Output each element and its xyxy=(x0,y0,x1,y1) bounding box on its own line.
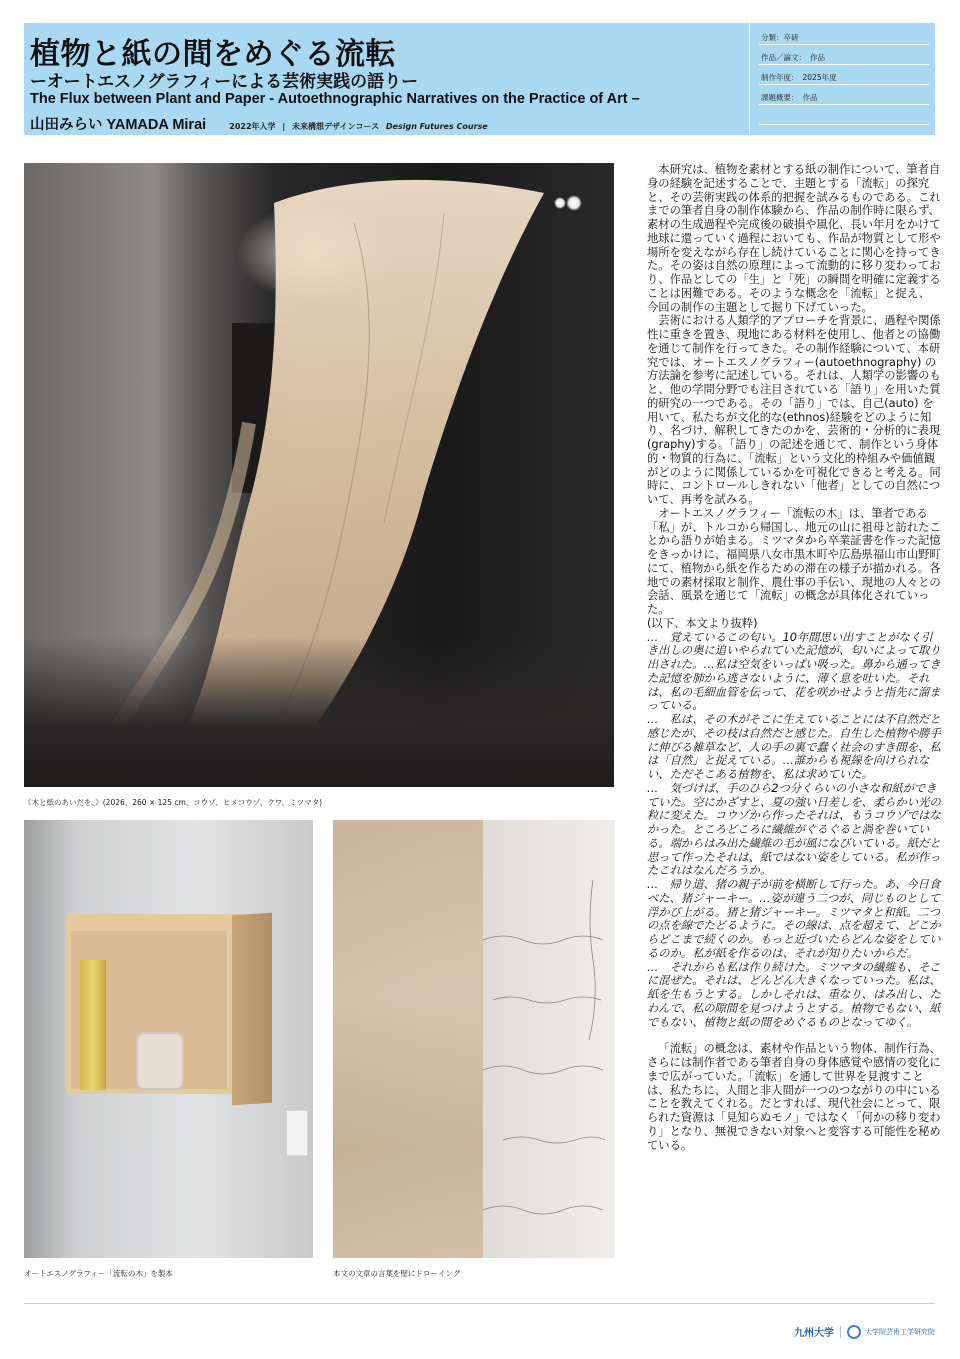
meta-summary xyxy=(759,85,929,105)
spotlight-icon xyxy=(554,197,566,209)
page-subtitle: ーオートエスノグラフィーによる芸術実践の語りー xyxy=(30,72,419,92)
excerpt-quote-5: … それからも私は作り続けた。ミツマタの繊維も、そこに混ぜた。それは、どんどん大きくなっていった。私は、紙を生もうとする。しかしそれは、重なり、はみ出し、たわんで、私の隙間を見つけようとする。植物でもない、紙でもない、植物と紙の間をめぐるものとなってゆく。 xyxy=(647,960,941,1029)
graduate-school-name: 大学院芸術工学研究院 xyxy=(865,1327,935,1336)
university-emblem-icon xyxy=(847,1325,861,1339)
spotlight-icon xyxy=(566,195,582,211)
meta-summary-label: 課題概要： xyxy=(761,93,799,102)
meta-year-value: 2025年度 xyxy=(802,73,837,82)
page-title: 植物と紙の間をめぐる流転 xyxy=(30,37,396,72)
footer-rule xyxy=(24,1303,935,1304)
author-name: 山田みらい YAMADA Mirai xyxy=(30,117,207,133)
meta-format-value: 作品 xyxy=(810,53,825,62)
header-band xyxy=(24,23,935,135)
enrollment-year: 2022年入学 xyxy=(229,122,276,131)
meta-year-label: 制作年度： xyxy=(761,73,799,82)
body-paragraph-2: 芸術における人類学的アプローチを背景に、過程や関係性に重きを置き、現地にある材料を使用し、他者との協働を通じて制作を行ってきた。その制作経験について、本研究では、オートエスノグラフィー(autoethnography) の方法論を参考に記述している。それは、人類学の影響のもと、他の学問分野でも注目されている「語り」を用いた質的研究の一つである。その「語り」では、自己(auto) を用いて、私たちが文化的な(ethnos)経験をどのように知り、名づけ、解釈してきたのかを、芸術的・分析的に表現(graphy)する。「語り」の記述を通じて、制作という身体的・物質的行為に、「流転」という文化的枠組みや価値観がどのように関係しているかを可視化できると考える。同時に、コントロールしきれない「他者」としての自然について、再考を試みる。 xyxy=(647,314,941,506)
caption-main: 《木と紙のあいだを、》(2026、260 × 125 cm、コウゾ、ヒメコウゾ、クワ、ミツマタ) xyxy=(24,798,323,807)
excerpt-quote-2: … 私は、その木がそこに生えていることには不自然だと感じたが、その枝は自然だと感じた。自生した植物や勝手に伸びる雑草など、人の手の裏で蠢く社会のすき間を、私は「自然」と捉えている。…誰からも視線を向けられない、ただそこある植物を、私は求めていた。 xyxy=(647,713,941,781)
caption-right: 本文の文章の言葉を壁にドローイング xyxy=(333,1269,461,1278)
header-divider xyxy=(749,23,750,135)
meta-blank xyxy=(759,105,929,125)
bookbox-photo xyxy=(24,820,313,1258)
meta-year xyxy=(759,65,929,85)
course-name: 未来構想デザインコース xyxy=(292,122,380,131)
footer-separator xyxy=(840,1326,841,1338)
box-side xyxy=(232,913,272,1106)
wall-drawing-photo xyxy=(333,820,615,1258)
excerpt-quote-3: … 気づけば、手のひら2つ分くらいの小さな和紙ができていた。空にかざすと、夏の強い日差しを、柔らかい光の粒に変えた。コウゾから作ったそれは、もうコウゾではなかった。ところどころに繊維がぐるぐると渦を巻いている。端からはみ出た繊維の毛が風になびいている。紙だと思って作ったそれは、紙ではない姿をしている。私が作ったこれはなんだろうか。 xyxy=(647,781,941,878)
wall-plaque xyxy=(286,1110,308,1156)
bound-books xyxy=(80,960,106,1090)
caption-left: オートエスノグラフィー「流転の木」を製本 xyxy=(24,1269,173,1278)
excerpt-quote-1: … 覚えているこの匂い。10年間思い出すことがなく引き出しの奥に追いやられていた記憶が、匂いによって取り出された。…私は空気をいっぱい吸った。鼻から通ってきた記憶を肺から逃さないように、薄く息を吐いた。それは、私の毛細血管を伝って、花を咲かせようと指先に溜まっている。 xyxy=(647,630,941,713)
glass-jar xyxy=(136,1032,184,1090)
author-meta xyxy=(229,122,487,131)
meta-category-value: 卒研 xyxy=(783,33,799,42)
university-name: 九州大学 xyxy=(794,1328,834,1339)
meta-format-label: 作品／論文： xyxy=(761,53,806,62)
english-title: The Flux between Plant and Paper - Autoethnographic Narratives on the Practice of Art – xyxy=(30,91,640,107)
body-text xyxy=(647,163,952,1152)
body-paragraph-1: 本研究は、植物を素材とする紙の制作について、筆者自身の経験を記述することで、主題とする「流転」の探究と、その芸術実践の体系的把握を試みるものである。これまでの筆者自身の制作体験から、作品の制作時に限らず、素材の生成過程や完成後の破損や風化、長い年月をかけて地球に還っていく過程においても、作品が物質として形や場所を変えながら存在し続けていることに関心を持ってきた。その姿は自然の原理によって流動的に移り変わっており、作品としての「生」と「死」の瞬間を明確に定義することは困難である。そのような概念を「流転」と捉え、今回の制作の主題として掘り下げていった。 xyxy=(647,163,941,314)
installation-photo xyxy=(24,163,614,787)
body-paragraph-4: 「流転」の概念は、素材や作品という物体、制作行為、さらには制作者である筆者自身の身体感覚や感情の変化にまで広がっていた。「流転」を通して世界を見渡すことは、私たちに、人間と非人間が一つのつながりの中にいることを教えてくれる。だとすれば、現代社会にとって、限られた資源は「見知らぬモノ」ではなく「何かの移り変わり」となり、無視できない対象へと変容する可能性を秘めている。 xyxy=(647,1042,941,1152)
gallery-floor xyxy=(24,637,614,787)
handwriting-marks xyxy=(333,820,615,1258)
excerpt-quote-4: … 帰り道、猪の親子が前を横断して行った。あ、今日食べた、猪ジャーキー。…姿が違う二つが、同じものとして 浮かび上がる。猪と猪ジャーキー。ミツマタと和紙。二つの点を線でたどるように。その線は、点を超えて、どこからどこまで続くのか。もっと近づいたらどんな姿をしているのか。私が紙を作るのは、それが知りたいからだ。 xyxy=(647,878,952,960)
body-paragraph-3: オートエスノグラフィー「流転の木」は、筆者である「私」が、トルコから帰国し、地元の山に祖母と訪れたことから語りが始まる。ミツマタから卒業証書を作った記憶をきっかけに、福岡県八女市黒木町や広島県福山市山野町にて、植物から紙を作るための滞在の様子が描かれる。各地での素材採取と制作、農仕事の手伝い、現地の人々との会話、風景を通じて「流転」の概念が具体化されていった。 xyxy=(647,506,941,616)
meta-category xyxy=(759,23,929,45)
meta-table xyxy=(759,23,929,125)
author-row xyxy=(30,113,488,134)
meta-separator: | xyxy=(282,122,286,131)
meta-format xyxy=(759,45,929,65)
course-name-en: Design Futures Course xyxy=(385,122,488,131)
footer-logo xyxy=(794,1324,935,1339)
meta-summary-value: 作品 xyxy=(802,93,818,102)
excerpt-label: (以下、本文より抜粋) xyxy=(647,616,758,630)
meta-category-label: 分類： xyxy=(761,33,784,42)
